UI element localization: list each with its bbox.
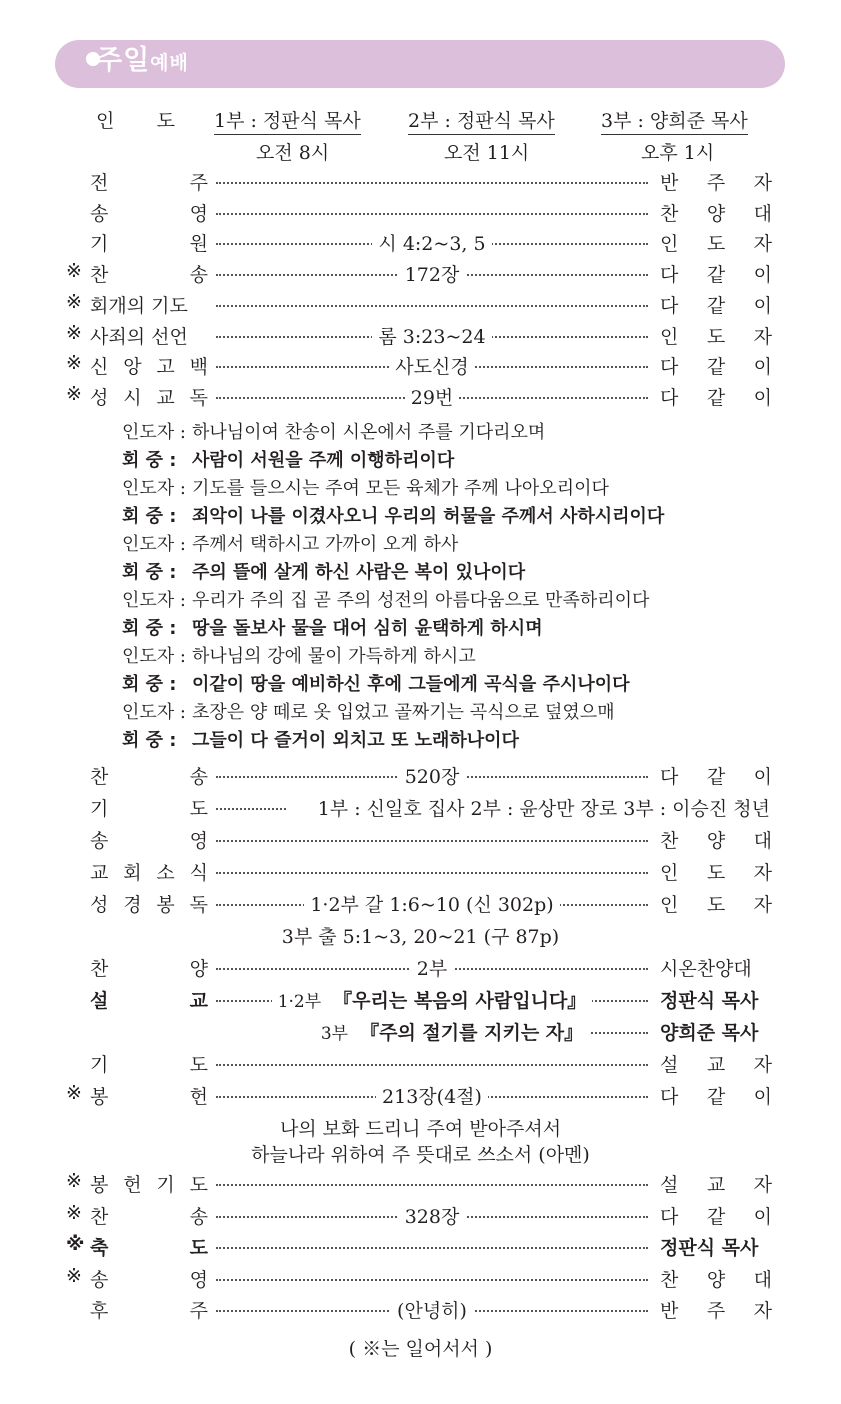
responsive-text: 우리가 주의 집 곧 주의 성전의 아름다움으로 만족하리이다: [192, 590, 650, 611]
order-row: [66, 1050, 776, 1076]
order-row: [66, 229, 776, 255]
order-label: 축 도: [90, 1237, 208, 1259]
order-right: 다 같 이: [660, 766, 772, 788]
order-label: 기 도: [90, 1054, 208, 1076]
standing-mark: ※: [66, 1201, 82, 1224]
order-right: 인 도 자: [660, 862, 772, 884]
order-row: [66, 383, 776, 409]
sermon-title-2: 3부 『주의 절기를 지키는 자』: [256, 1018, 648, 1045]
standing-mark: ※: [66, 321, 82, 344]
order-row-anthem: [66, 954, 776, 980]
responsive-text: 사람이 서원을 주께 이행하리이다: [192, 450, 455, 471]
responsive-line: [122, 670, 630, 696]
order-row: [66, 1082, 776, 1108]
responsive-text: 그들이 다 즐거이 외치고 또 노래하나이다: [192, 730, 519, 751]
responsive-text: 하나님이여 찬송이 시온에서 주를 기다리오며: [192, 422, 546, 443]
responsive-speaker: 인도자 :: [122, 478, 186, 499]
order-row: [66, 199, 776, 225]
order-right: 찬 양 대: [660, 830, 772, 852]
standing-mark: ※: [66, 382, 82, 405]
order-row: [66, 826, 776, 852]
responsive-speaker: 인도자 :: [122, 590, 186, 611]
order-label: 신 앙 고 백: [90, 356, 208, 379]
order-right: 시온찬양대: [660, 958, 752, 980]
order-right: 다 같 이: [660, 1086, 772, 1108]
standing-mark: ※: [66, 290, 82, 313]
responsive-speaker: 인도자 :: [122, 534, 186, 555]
order-row: [66, 1296, 776, 1322]
responsive-text: 기도를 들으시는 주여 모든 육체가 주께 나아오리이다: [192, 478, 609, 499]
responsive-line: [122, 418, 545, 444]
leader-service-3: 3부 : 양희준 목사: [601, 106, 748, 133]
order-label: 송 영: [90, 1268, 208, 1291]
responsive-speaker: 인도자 :: [122, 702, 186, 723]
leader-dots: [216, 182, 648, 184]
standing-mark: ※: [66, 352, 82, 375]
order-row: [66, 1233, 776, 1259]
responsive-speaker: 인도자 :: [122, 422, 186, 443]
order-label: 성 시 교 독: [90, 386, 208, 409]
responsive-text: 초장은 양 떼로 옷 입었고 골짜기는 곡식으로 덮였으매: [192, 702, 615, 723]
sermon-label: 설 교: [90, 990, 208, 1012]
order-right: 다 같 이: [660, 264, 772, 287]
sermon-row-2: [66, 1018, 776, 1044]
order-label: 전 주: [90, 172, 208, 194]
standing-mark: ※: [66, 1233, 85, 1255]
order-right: 다 같 이: [660, 356, 772, 379]
order-row: [66, 858, 776, 884]
responsive-line: [122, 642, 476, 668]
responsive-line: [122, 502, 664, 528]
order-right: 인 도 자: [660, 894, 772, 916]
order-label: 찬 송: [90, 1205, 208, 1228]
order-row: [66, 168, 776, 194]
order-right: 다 같 이: [660, 1205, 772, 1228]
responsive-text: 주의 뜰에 살게 하신 사람은 복이 있나이다: [192, 562, 526, 583]
order-label: 찬 양: [90, 958, 208, 980]
standing-mark: ※: [66, 1264, 82, 1287]
responsive-speaker: 회 중 :: [122, 674, 177, 695]
responsive-speaker: 인도자 :: [122, 646, 186, 667]
order-right: 인 도 자: [660, 325, 772, 348]
order-row: [66, 890, 776, 916]
responsive-speaker: 회 중 :: [122, 450, 177, 471]
order-label: 봉 헌: [90, 1086, 208, 1108]
order-label: 사죄의 선언: [90, 325, 188, 348]
leader-service-1: 1부 : 정판식 목사: [214, 106, 361, 133]
responsive-text: 땅을 돌보사 물을 대어 심히 윤택하게 하시며: [192, 618, 543, 639]
order-right: 설 교 자: [660, 1174, 772, 1196]
order-right: 설 교 자: [660, 1054, 772, 1076]
order-right: 정판식 목사: [660, 1237, 759, 1259]
leader-dots: [216, 840, 648, 842]
order-right: 인 도 자: [660, 233, 772, 256]
service-time-2: 오전 11시: [444, 142, 530, 164]
responsive-line: [122, 698, 615, 724]
sermon-title-1: 1·2부 『우리는 복음의 사람입니다』: [216, 986, 648, 1013]
order-row: [66, 794, 776, 820]
page-title: 주일예배: [96, 45, 189, 76]
order-row: [66, 352, 776, 378]
order-center: 롬 3:23~24: [216, 322, 648, 349]
responsive-line: [122, 446, 454, 472]
order-center: 1·2부 갈 1:6~10 (신 302p): [216, 890, 648, 917]
order-right: 다 같 이: [660, 294, 772, 317]
service-time-3: 오후 1시: [641, 142, 715, 164]
leader-dots: [216, 305, 648, 307]
order-right: 찬 양 대: [660, 202, 772, 225]
order-row: [66, 762, 776, 788]
order-label: 성 경 봉 독: [90, 894, 208, 916]
standing-mark: ※: [66, 1170, 82, 1192]
order-center: 2부: [216, 954, 648, 981]
responsive-speaker: 회 중 :: [122, 506, 177, 527]
leader-dots: [216, 213, 648, 215]
sermon-row-1: [66, 986, 776, 1012]
order-label: 찬 송: [90, 766, 208, 788]
offering-lyric-1: 나의 보화 드리니 주여 받아주셔서: [279, 1118, 562, 1140]
responsive-line: [122, 530, 458, 556]
responsive-speaker: 회 중 :: [122, 730, 177, 751]
responsive-line: [122, 614, 543, 640]
order-center: 사도신경: [216, 352, 648, 379]
order-label: 찬 송: [90, 264, 208, 287]
order-row: [66, 291, 776, 317]
reading-line-2: 3부 출 5:1~3, 20~21 (구 87p): [281, 926, 560, 948]
order-center: 29번: [216, 383, 648, 410]
order-label: 기 원: [90, 233, 208, 256]
order-row: [66, 322, 776, 348]
order-right: 다 같 이: [660, 386, 772, 409]
order-center: 1부 : 신일호 집사 2부 : 윤상만 장로 3부 : 이승진 청년: [216, 794, 776, 821]
order-center: 328장: [216, 1202, 648, 1229]
leader-dots: [216, 1247, 648, 1249]
responsive-line: [122, 558, 525, 584]
responsive-text: 이같이 땅을 예비하신 후에 그들에게 곡식을 주시나이다: [192, 674, 630, 695]
responsive-text: 죄악이 나를 이겼사오니 우리의 허물을 주께서 사하시리이다: [192, 506, 665, 527]
order-center: 213장(4절): [216, 1082, 648, 1109]
service-time-1: 오전 8시: [256, 142, 330, 164]
leader-dots: [216, 1184, 648, 1186]
order-label: 기 도: [90, 798, 208, 820]
responsive-speaker: 회 중 :: [122, 618, 177, 639]
footnote: ( ※는 일어서서 ): [348, 1338, 493, 1360]
order-row: [66, 1202, 776, 1228]
order-row: [66, 1265, 776, 1291]
order-right: 찬 양 대: [660, 1268, 772, 1291]
responsive-line: [122, 474, 609, 500]
order-label: 교 회 소 식: [90, 862, 208, 884]
order-label: 봉 헌 기 도: [90, 1174, 208, 1196]
order-center: 520장: [216, 762, 648, 789]
sermon-preacher-1: 정판식 목사: [660, 990, 759, 1012]
order-label: 회개의 기도: [90, 294, 188, 317]
responsive-text: 주께서 택하시고 가까이 오게 하사: [192, 534, 459, 555]
leader-dots: [216, 872, 648, 874]
order-center: 172장: [216, 260, 648, 287]
responsive-line: [122, 726, 519, 752]
order-center: (안녕히): [216, 1296, 648, 1323]
offering-lyric-2: 하늘나라 위하여 주 뜻대로 쓰소서 (아멘): [251, 1144, 590, 1166]
responsive-text: 하나님의 강에 물이 가득하게 하시고: [192, 646, 476, 667]
order-label: 송 영: [90, 830, 208, 852]
standing-mark: ※: [66, 1082, 82, 1104]
order-right: 반 주 자: [660, 1300, 772, 1322]
sermon-preacher-2: 양희준 목사: [660, 1022, 759, 1044]
order-label: 송 영: [90, 202, 208, 225]
order-right: 반 주 자: [660, 172, 772, 194]
leaders-label: 인 도: [96, 110, 175, 132]
leader-dots: [216, 1279, 648, 1281]
order-label: 후 주: [90, 1300, 208, 1322]
responsive-speaker: 회 중 :: [122, 562, 177, 583]
order-center: 시 4:2~3, 5: [216, 229, 648, 256]
responsive-line: [122, 586, 649, 612]
order-row: [66, 260, 776, 286]
order-row: [66, 1170, 776, 1196]
leader-dots: [216, 1064, 648, 1066]
leader-service-2: 2부 : 정판식 목사: [408, 106, 555, 133]
standing-mark: ※: [66, 260, 82, 283]
